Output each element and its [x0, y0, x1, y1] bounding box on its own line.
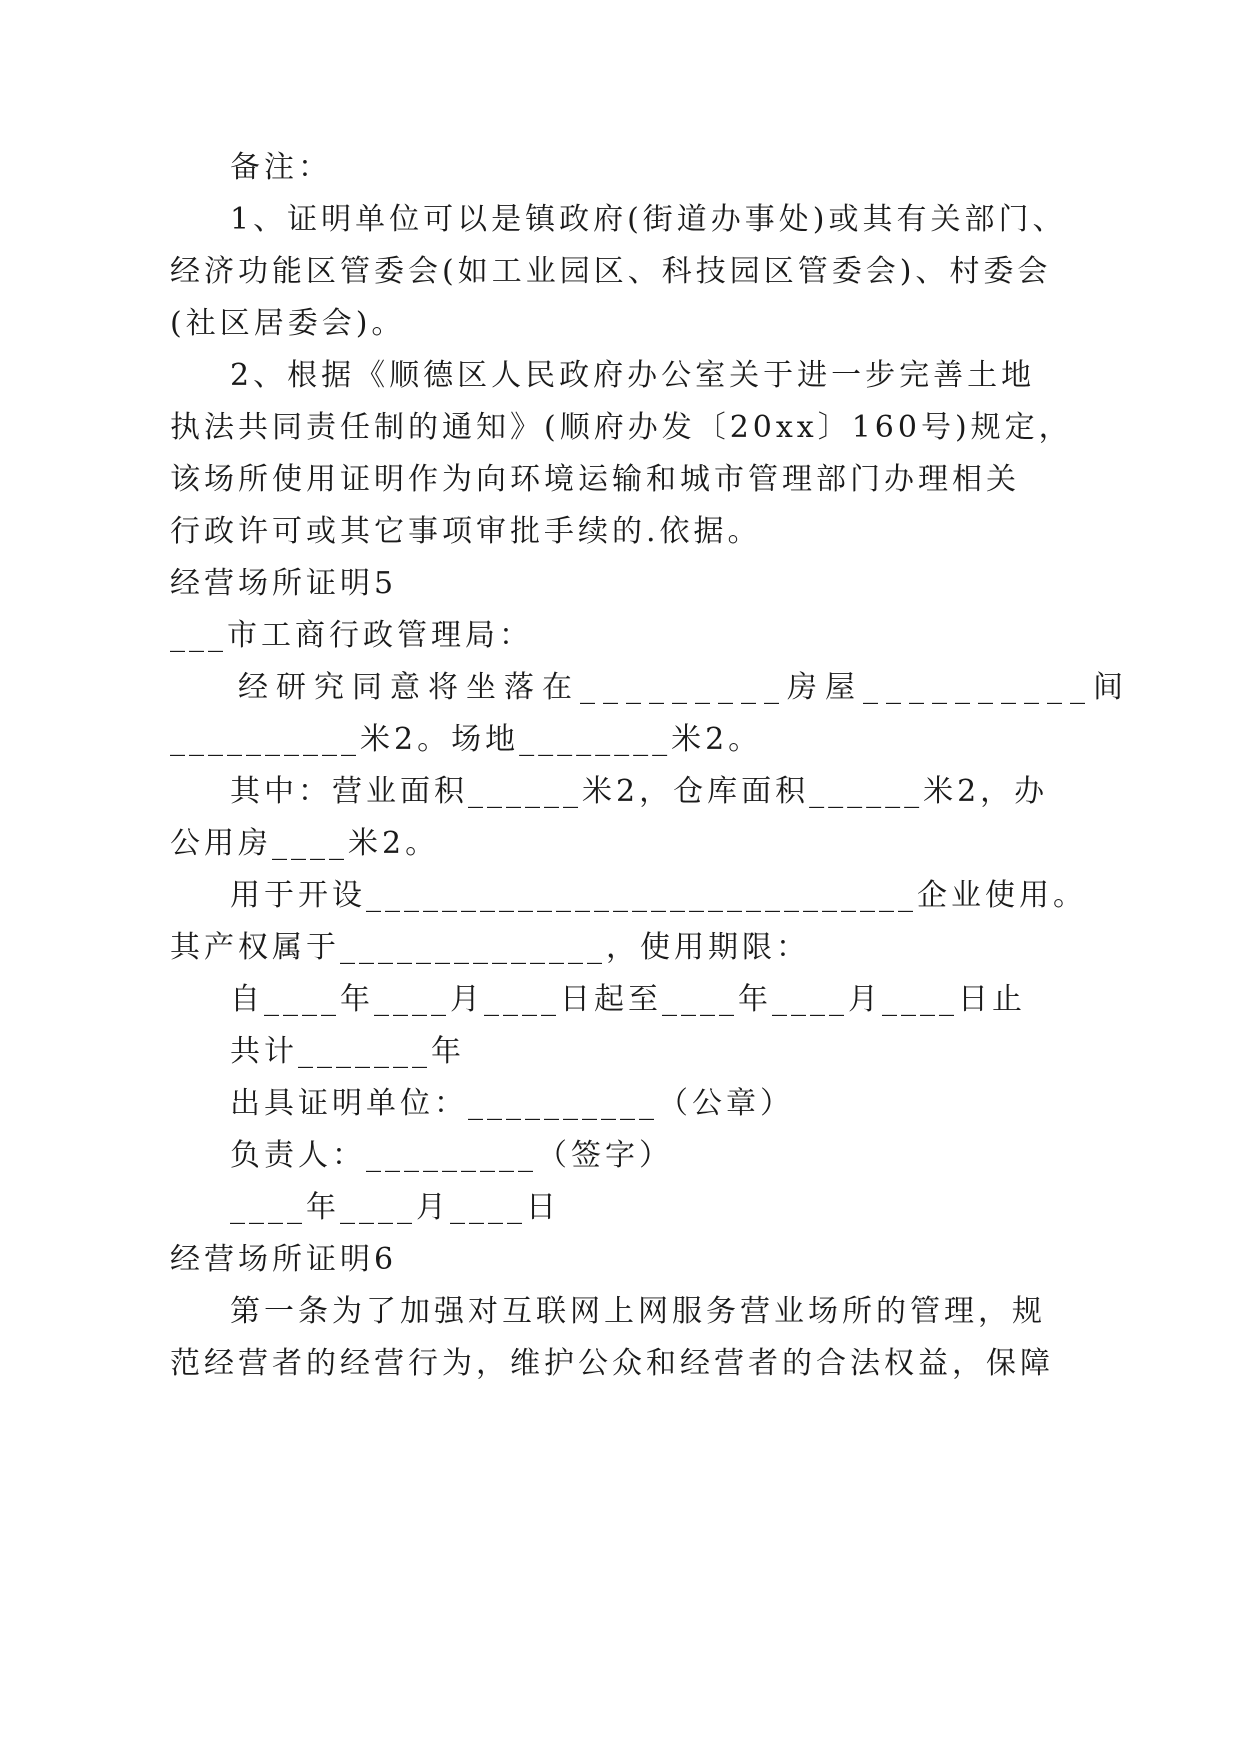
note1-line1: 1、证明单位可以是镇政府(街道办事处)或其有关部门、	[230, 202, 1067, 237]
body5-line5: 用于开设_____________________________企业使用。	[230, 878, 1087, 913]
remark-heading: 备注：	[230, 150, 332, 185]
section5-title: 经营场所证明5	[170, 566, 398, 601]
body6-line1: 第一条为了加强对互联网上网服务营业场所的管理，规	[230, 1294, 1046, 1329]
note2-line2: 执法共同责任制的通知》(顺府办发〔20xx〕160号)规定，	[170, 410, 1073, 445]
body5-line4: 公用房____米2。	[170, 826, 440, 861]
note2-line4: 行政许可或其它事项审批手续的.依据。	[170, 514, 762, 549]
date-line: ____年____月____日	[230, 1190, 560, 1225]
note2-line3: 该场所使用证明作为向环境运输和城市管理部门办理相关	[170, 462, 1020, 497]
body5-line7: 自____年____月____日起至____年____月____日止	[230, 982, 1026, 1017]
body5-line6: 其产权属于______________，使用期限：	[170, 930, 810, 965]
body5-line8: 共计_______年	[230, 1034, 465, 1069]
note2-line1: 2、根据《顺德区人民政府办公室关于进一步完善土地	[230, 358, 1036, 393]
note1-line3: (社区居委会)。	[170, 306, 406, 341]
body6-line2: 范经营者的经营行为，维护公众和经营者的合法权益，保障	[170, 1346, 1054, 1381]
addressee: ___市工商行政管理局：	[170, 618, 533, 653]
note1-line2: 经济功能区管委会(如工业园区、科技园区管委会)、村委会	[170, 254, 1052, 289]
body5-line1: 经研究同意将坐落在_________房屋__________间	[238, 670, 1131, 705]
section6-title: 经营场所证明6	[170, 1242, 398, 1277]
responsible-line: 负责人：_________（签字）	[230, 1138, 673, 1173]
body5-line2: __________米2。场地________米2。	[170, 722, 763, 757]
issuer-line: 出具证明单位：__________（公章）	[230, 1086, 794, 1121]
body5-line3: 其中：营业面积______米2，仓库面积______米2，办	[230, 774, 1049, 809]
